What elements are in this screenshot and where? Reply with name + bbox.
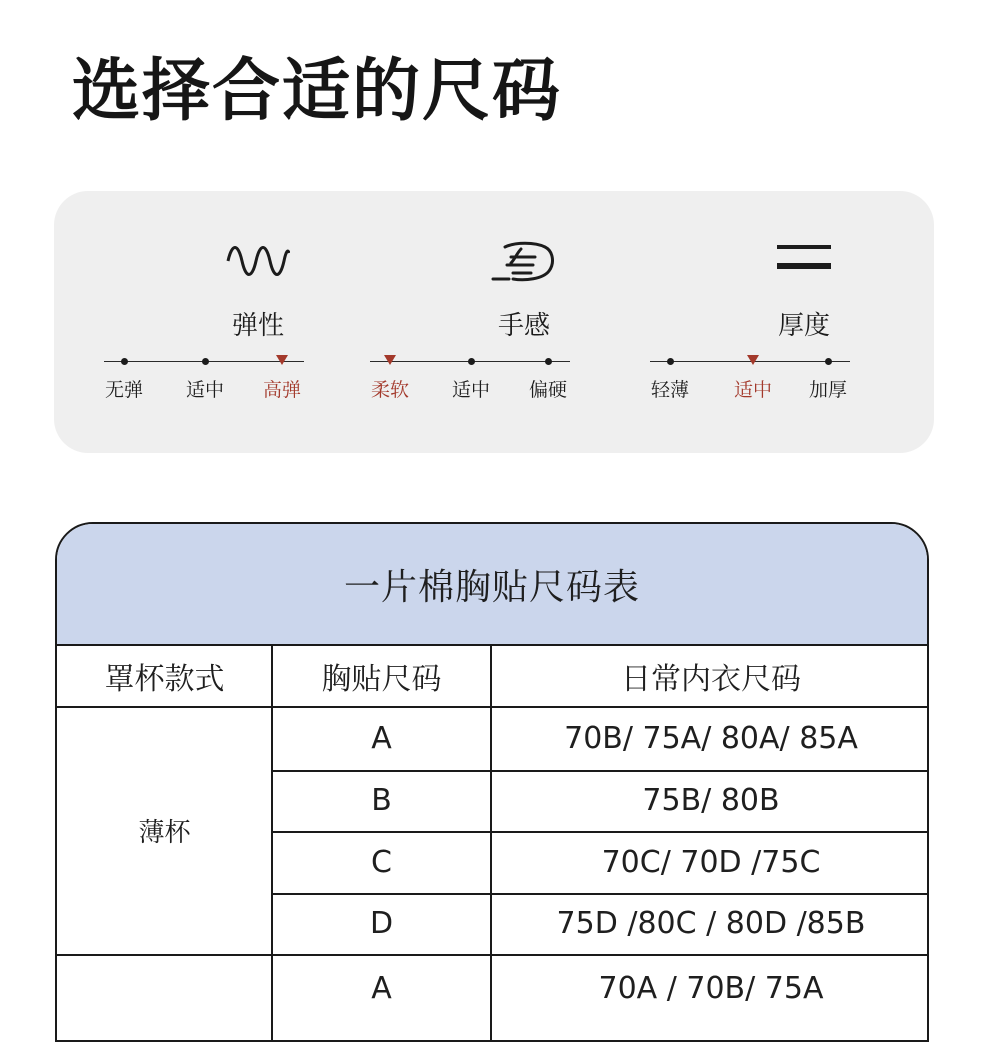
scale-label: 无弹: [104, 379, 143, 401]
column-header: 罩杯款式: [104, 662, 225, 697]
selected-marker-icon: [384, 355, 396, 365]
bra-size-cell: 70B/ 75A/ 80A/ 85A: [564, 720, 858, 756]
scale-dot: [202, 358, 209, 365]
scale-label: 轻薄: [650, 379, 689, 401]
row-divider: [272, 770, 929, 772]
attribute-elasticity: [104, 191, 368, 453]
column-header: 胸贴尺码: [321, 662, 442, 697]
scale-label-selected: 高弹: [262, 379, 301, 401]
bra-size-cell: 70A / 70B/ 75A: [598, 970, 824, 1006]
scale-label-selected: 适中: [733, 379, 772, 401]
attribute-name: 手感: [497, 311, 550, 341]
row-divider: [272, 893, 929, 895]
selected-marker-icon: [747, 355, 759, 365]
scale-dot: [667, 358, 674, 365]
table-title: 一片棉胸贴尺码表: [343, 567, 640, 608]
bra-size-cell: 70C/ 70D /75C: [601, 844, 821, 880]
scale-label: 偏硬: [528, 379, 567, 401]
sticker-size-cell: A: [371, 720, 392, 756]
scale-dot: [545, 358, 552, 365]
bra-size-cell: 75D /80C / 80D /85B: [556, 906, 866, 941]
scale-dot: [121, 358, 128, 365]
wave-elasticity-icon: [226, 239, 290, 283]
hand-touch-icon: [491, 239, 557, 285]
cup-style-cell: [57, 954, 272, 1042]
sticker-size-cell: A: [371, 970, 392, 1006]
scale-label: 加厚: [808, 379, 847, 401]
size-chart-table: [55, 522, 929, 1042]
column-header: 日常内衣尺码: [621, 662, 801, 697]
attribute-name: 厚度: [777, 311, 830, 341]
sticker-size-cell: B: [371, 783, 392, 818]
bra-size-cell: 75B/ 80B: [642, 783, 780, 818]
page-title: 选择合适的尺码: [72, 52, 563, 131]
row-divider: [57, 954, 929, 956]
sticker-size-cell: C: [371, 844, 392, 880]
scale-dot: [825, 358, 832, 365]
attribute-thickness: [650, 191, 914, 453]
column-divider: [490, 646, 492, 1042]
scale-label-selected: 柔软: [370, 379, 409, 401]
scale-dot: [468, 358, 475, 365]
sticker-size-cell: D: [369, 906, 394, 941]
table-title-bar: [57, 524, 927, 646]
thickness-lines-icon: [777, 243, 831, 273]
attribute-name: 弹性: [231, 311, 284, 341]
column-divider: [271, 646, 273, 1042]
attribute-hand-feel: [370, 191, 634, 453]
scale-label: 适中: [451, 379, 490, 401]
attribute-panel: [54, 191, 934, 453]
scale-label: 适中: [185, 379, 224, 401]
selected-marker-icon: [276, 355, 288, 365]
row-divider: [272, 831, 929, 833]
cup-style-cell: 薄杯: [138, 817, 191, 848]
row-divider: [57, 706, 929, 708]
